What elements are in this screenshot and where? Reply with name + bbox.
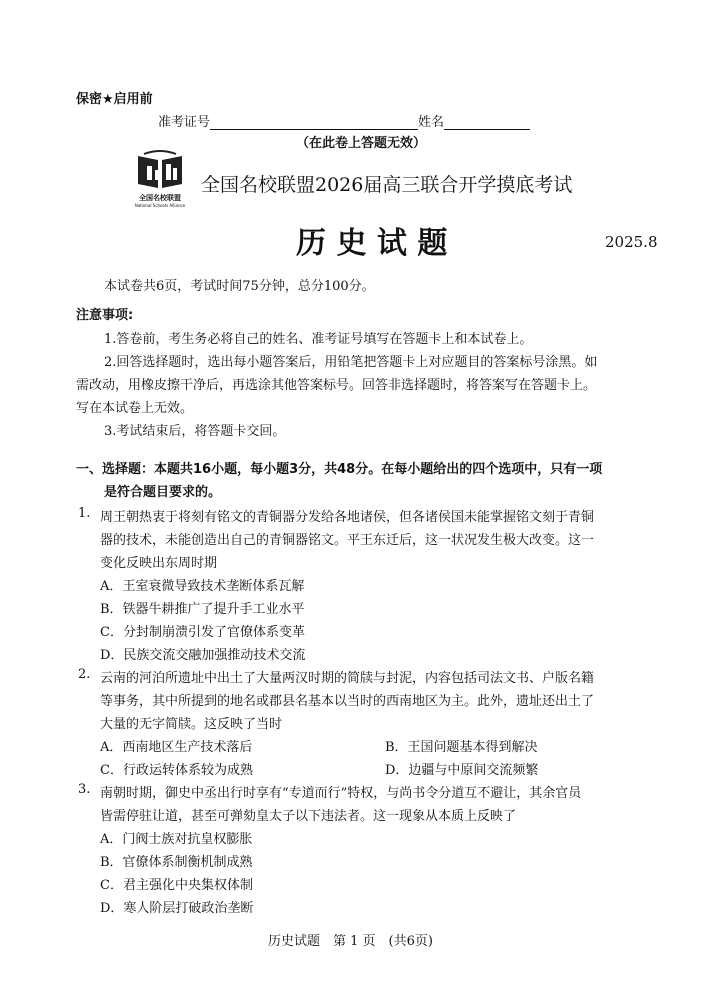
q2-number: 2. — [78, 667, 91, 682]
logo-text-en: National Schools Alliance — [134, 203, 186, 208]
logo-text-cn: 全国名校联盟 — [139, 194, 181, 202]
q3-stem-line-2: 皆需停驻让道，甚至可弹劾皇太子以下违法者。这一现象从本质上反映了 — [100, 809, 517, 824]
exam-title: 全国名校联盟2026届高三联合开学摸底考试 — [201, 174, 573, 196]
q3-stem-line-1: 南朝时期，御史中丞出行时享有“专道而行”特权，与尚书令分道互不避让，其余官员 — [100, 786, 582, 801]
q2-option-d[interactable]: D．边疆与中原间交流频繁 — [385, 763, 539, 778]
q1-stem-line-3: 变化反映出东周时期 — [100, 556, 218, 571]
exam-date: 2025.8 — [605, 233, 658, 251]
q3-option-d[interactable]: D．寒人阶层打破政治垄断 — [100, 901, 254, 916]
q2-option-b[interactable]: B．王国问题基本得到解决 — [385, 740, 538, 755]
subject-title: 历 史 试 题 — [296, 226, 448, 261]
book-icon — [134, 150, 186, 190]
invalid-note: （在此卷上答题无效） — [296, 136, 427, 151]
q1-option-b[interactable]: B．铁器牛耕推广了提升手工业水平 — [100, 602, 305, 617]
q1-option-c[interactable]: C．分封制崩溃引发了官僚体系变革 — [100, 625, 305, 640]
alliance-logo — [134, 150, 186, 206]
q1-option-d[interactable]: D．民族交流交融加强推动技术交流 — [100, 648, 306, 663]
q3-option-c[interactable]: C．君主强化中央集权体制 — [100, 878, 253, 893]
q2-stem-line-2: 等事务，其中所提到的地名或郡县名基本以当时的西南地区为主。此外，遗址还出土了 — [100, 694, 595, 709]
q1-stem-line-1: 周王朝热衷于将刻有铭文的青铜器分发给各地诸侯，但各诸侯国未能掌握铭文刻于青铜 — [100, 510, 595, 525]
notice-item-3: 3.考试结束后，将答题卡交回。 — [104, 424, 286, 439]
section-heading-line-2: 是符合题目要求的。 — [104, 485, 222, 500]
exam-id-row — [158, 111, 530, 130]
q2-option-c[interactable]: C．行政运转体系较为成熟 — [100, 763, 253, 778]
notice-item-2-line-2: 需改动，用橡皮擦干净后，再选涂其他答案标号。回答非选择题时，将答案写在答题卡上。 — [76, 378, 597, 393]
intro-text: 本试卷共6页，考试时间75分钟，总分100分。 — [104, 279, 375, 294]
q3-number: 3. — [78, 782, 91, 797]
q2-option-a[interactable]: A．西南地区生产技术落后 — [100, 740, 253, 755]
q1-stem-line-2: 器的技术，未能创造出自己的青铜器铭文。平王东迁后，这一状况发生极大改变。这一 — [100, 533, 595, 548]
q2-stem-line-3: 大量的无字简牍。这反映了当时 — [100, 717, 283, 732]
page-footer: 历史试题 第 1 页 (共6页) — [268, 934, 433, 949]
notice-item-1: 1.答卷前，考生务必将自己的姓名、准考证号填写在答题卡上和本试卷上。 — [104, 332, 533, 347]
q2-stem-line-1: 云南的河泊所遗址中出土了大量两汉时期的简牍与封泥，内容包括司法文书、户版名籍 — [100, 671, 595, 686]
notice-item-2-line-1: 2.回答选择题时，选出每小题答案后，用铅笔把答题卡上对应题目的答案标号涂黑。如 — [104, 355, 598, 370]
notice-heading: 注意事项: — [76, 308, 134, 323]
exam-id-blank[interactable] — [210, 115, 418, 130]
q1-option-a[interactable]: A．王室衰微导致技术垄断体系瓦解 — [100, 579, 305, 594]
q3-option-a[interactable]: A．门阀士族对抗皇权膨胀 — [100, 832, 253, 847]
section-heading-line-1: 一、选择题：本题共16小题，每小题3分，共48分。在每小题给出的四个选项中，只有一项 — [76, 462, 603, 477]
name-label: 姓名 — [418, 115, 445, 130]
q1-number: 1. — [78, 506, 91, 521]
name-blank[interactable] — [444, 115, 530, 130]
exam-id-label: 准考证号 — [158, 115, 211, 130]
secret-label: 保密★启用前 — [76, 92, 153, 107]
notice-item-2-line-3: 写在本试卷上无效。 — [76, 401, 194, 416]
q3-option-b[interactable]: B．官僚体系制衡机制成熟 — [100, 855, 253, 870]
